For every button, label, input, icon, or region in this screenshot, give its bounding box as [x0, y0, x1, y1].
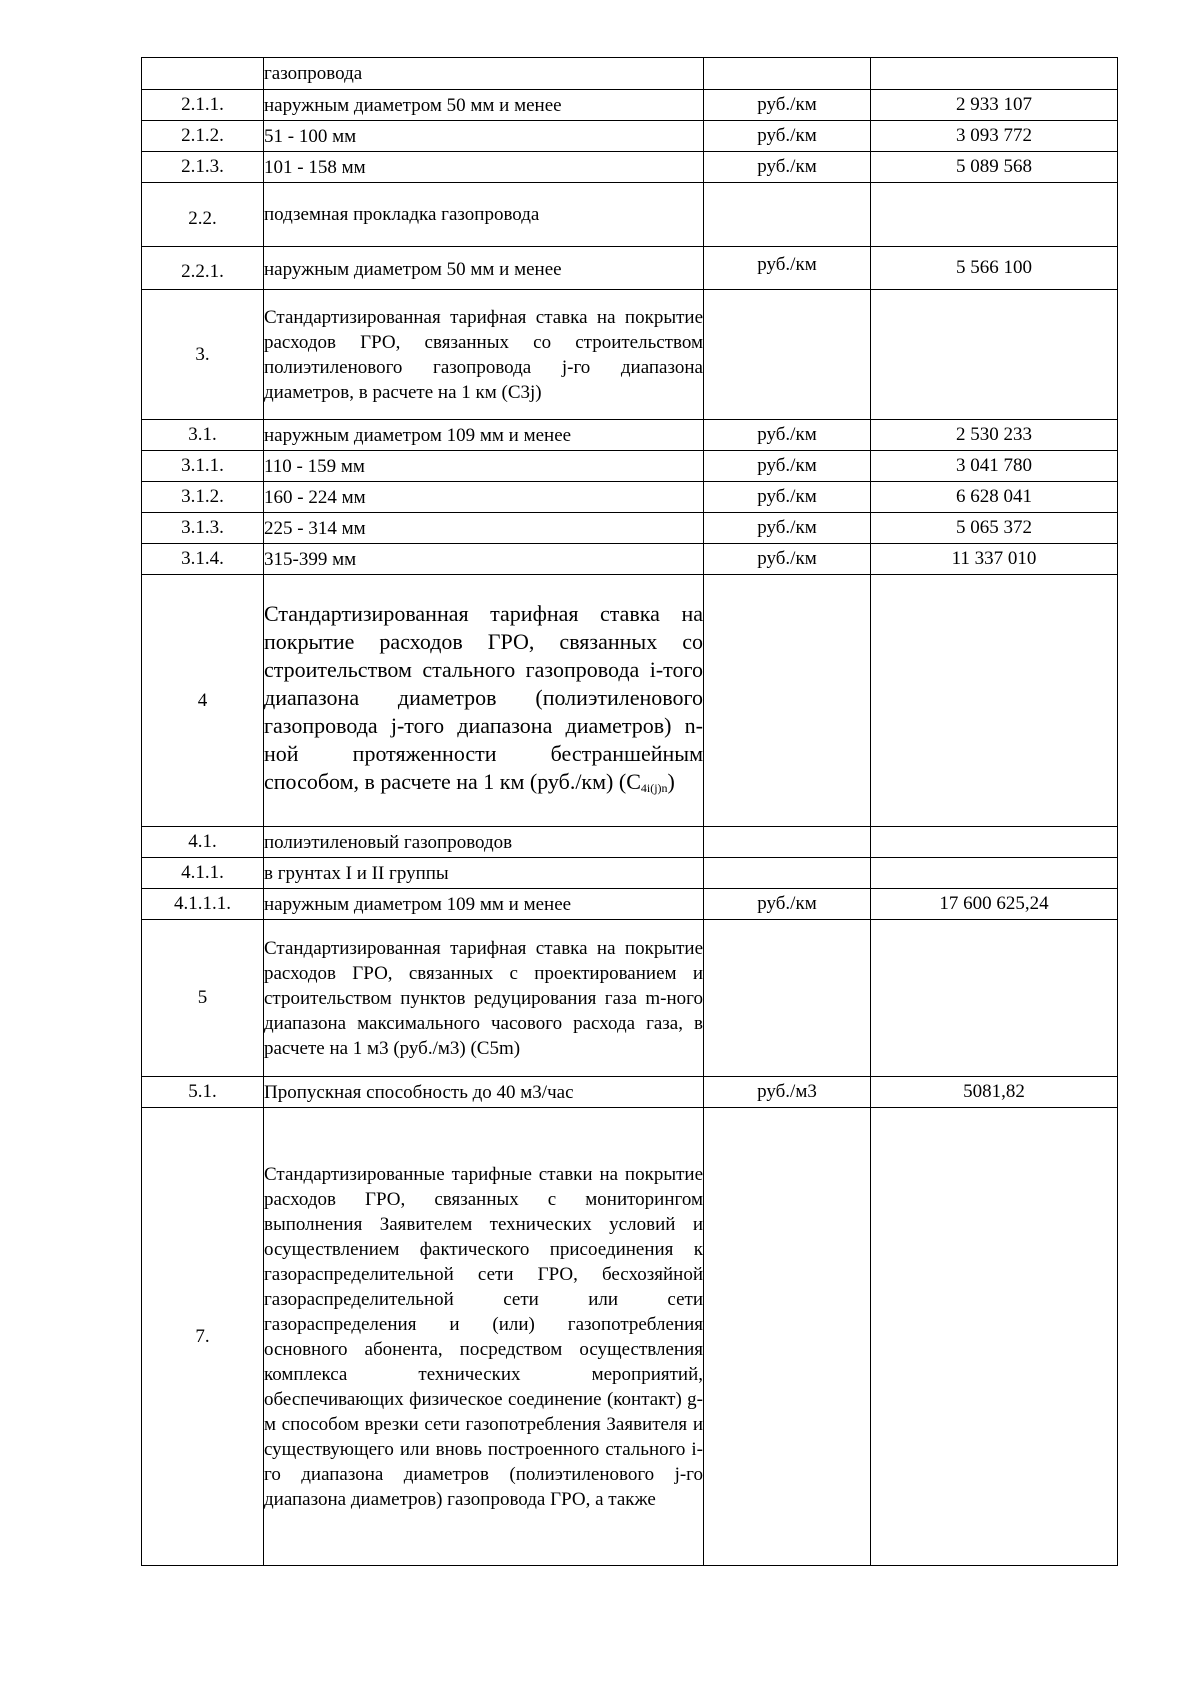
row-unit: руб./км [704, 121, 871, 152]
row-description: полиэтиленовый газопроводов [264, 827, 704, 858]
row-value: 17 600 625,24 [871, 889, 1118, 920]
row-value: 6 628 041 [871, 482, 1118, 513]
row-number [142, 58, 264, 90]
row-unit [704, 827, 871, 858]
row-description: в грунтах I и II группы [264, 858, 704, 889]
row-number: 5 [142, 920, 264, 1077]
table-row [142, 482, 1118, 513]
row-description: газопровода [264, 58, 704, 90]
row-description: наружным диаметром 50 мм и менее [264, 90, 704, 121]
row-unit: руб./м3 [704, 1077, 871, 1108]
row-description: Стандартизированные тарифные ставки на покрытие расходов ГРО, связанных с мониторингом выполнения Заявителем технических условий и осуществлением фактического присоединения к газораспределительной сети ГРО, бесхозяйной газораспределительной сети или сети газораспределения и (или) газопотребления основного абонента, посредством осуществления комплекса технических мероприятий, обеспечивающих физическое соединение (контакт) g-м способом врезки сети газопотребления Заявителя и существующего или вновь построенного стального i-го диапазона диаметров (полиэтиленового j-го диапазона диаметров) газопровода ГРО, а также [264, 1108, 704, 1566]
row-number: 3.1.2. [142, 482, 264, 513]
row-unit: руб./км [704, 90, 871, 121]
row-number: 4.1.1. [142, 858, 264, 889]
row-number: 4.1. [142, 827, 264, 858]
row-description [264, 575, 704, 827]
row-value [871, 575, 1118, 827]
row-description: 315-399 мм [264, 544, 704, 575]
row-number: 3.1.1. [142, 451, 264, 482]
row-unit [704, 1108, 871, 1566]
row-unit [704, 858, 871, 889]
table-row [142, 58, 1118, 90]
row-number: 2.2. [142, 183, 264, 247]
table-row [142, 90, 1118, 121]
table-row [142, 920, 1118, 1077]
row-number: 3.1.4. [142, 544, 264, 575]
row-value: 3 041 780 [871, 451, 1118, 482]
row-number: 3.1.3. [142, 513, 264, 544]
row-number: 2.2.1. [142, 247, 264, 290]
row-number: 4 [142, 575, 264, 827]
row-description: 225 - 314 мм [264, 513, 704, 544]
row-value: 5081,82 [871, 1077, 1118, 1108]
row-number: 4.1.1.1. [142, 889, 264, 920]
row-value [871, 827, 1118, 858]
table-row [142, 858, 1118, 889]
row-value: 11 337 010 [871, 544, 1118, 575]
row-unit: руб./км [704, 420, 871, 451]
row-unit: руб./км [704, 152, 871, 183]
row-unit: руб./км [704, 247, 871, 290]
row-value: 5 089 568 [871, 152, 1118, 183]
table-row [142, 290, 1118, 420]
row-value [871, 290, 1118, 420]
table-row [142, 575, 1118, 827]
row-description: наружным диаметром 109 мм и менее [264, 889, 704, 920]
row-value: 2 933 107 [871, 90, 1118, 121]
row-description: наружным диаметром 109 мм и менее [264, 420, 704, 451]
row-value: 5 566 100 [871, 247, 1118, 290]
row-value [871, 920, 1118, 1077]
table-row [142, 451, 1118, 482]
row-description: Стандартизированная тарифная ставка на покрытие расходов ГРО, связанных с проектированием и строительством пунктов редуцирования газа m-ного диапазона максимального часового расхода газа, в расчете на 1 м3 (руб./м3) (С5m) [264, 920, 704, 1077]
table-row [142, 513, 1118, 544]
row-description: 160 - 224 мм [264, 482, 704, 513]
row-description: подземная прокладка газопровода [264, 183, 704, 247]
row-unit: руб./км [704, 513, 871, 544]
table-row [142, 1077, 1118, 1108]
table-row [142, 247, 1118, 290]
table-row [142, 152, 1118, 183]
row-unit [704, 920, 871, 1077]
row-value [871, 858, 1118, 889]
row-number: 3.1. [142, 420, 264, 451]
row-description-text: Стандартизированная тарифная ставка на покрытие расходов ГРО, связанных со строительством стального газопровода i-того диапазона диаметров (полиэтиленового газопровода j-того диапазона диаметров) n-ной протяженности бестраншейным способом, в расчете на 1 км (руб./км) (С [264, 600, 703, 794]
row-unit [704, 183, 871, 247]
row-value [871, 58, 1118, 90]
row-value: 2 530 233 [871, 420, 1118, 451]
table-row [142, 1108, 1118, 1566]
row-number: 7. [142, 1108, 264, 1566]
table-row [142, 544, 1118, 575]
row-description: 101 - 158 мм [264, 152, 704, 183]
table-row [142, 183, 1118, 247]
table-row [142, 827, 1118, 858]
row-description: 110 - 159 мм [264, 451, 704, 482]
row-description: 51 - 100 мм [264, 121, 704, 152]
row-description: наружным диаметром 50 мм и менее [264, 247, 704, 290]
table-row [142, 121, 1118, 152]
row-value: 5 065 372 [871, 513, 1118, 544]
row-unit: руб./км [704, 544, 871, 575]
row-unit [704, 58, 871, 90]
row-value: 3 093 772 [871, 121, 1118, 152]
row-number: 2.1.2. [142, 121, 264, 152]
tariff-table [141, 57, 1118, 1566]
table-row [142, 420, 1118, 451]
row-number: 2.1.1. [142, 90, 264, 121]
row-description-end: ) [667, 768, 675, 794]
row-unit [704, 290, 871, 420]
row-description-subscript: 4i(j)n [640, 780, 668, 795]
row-value [871, 183, 1118, 247]
row-unit: руб./км [704, 482, 871, 513]
row-value [871, 1108, 1118, 1566]
row-description: Пропускная способность до 40 м3/час [264, 1077, 704, 1108]
row-unit: руб./км [704, 889, 871, 920]
table-row [142, 889, 1118, 920]
row-description: Стандартизированная тарифная ставка на покрытие расходов ГРО, связанных со строительством полиэтиленового газопровода j-го диапазона диаметров, в расчете на 1 км (С3j) [264, 290, 704, 420]
row-unit: руб./км [704, 451, 871, 482]
row-number: 3. [142, 290, 264, 420]
row-unit [704, 575, 871, 827]
row-number: 5.1. [142, 1077, 264, 1108]
row-number: 2.1.3. [142, 152, 264, 183]
